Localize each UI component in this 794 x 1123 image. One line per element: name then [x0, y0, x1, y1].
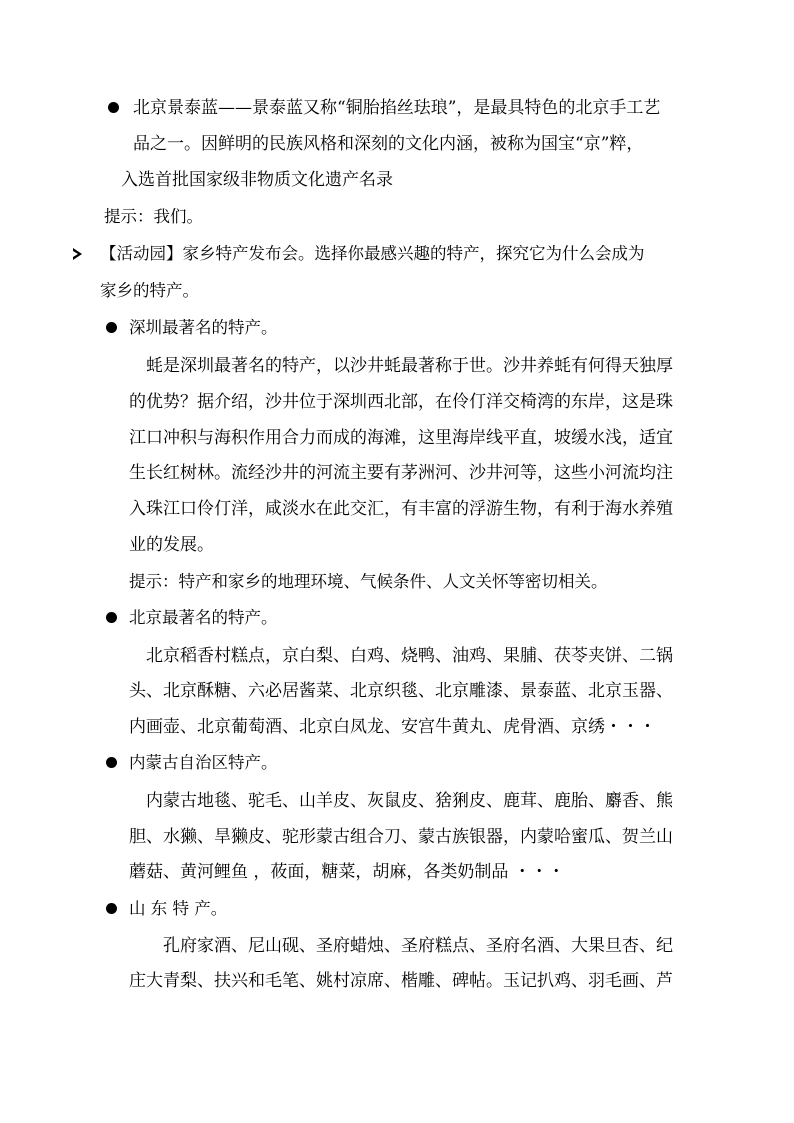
- beijing-heading: 北京最著名的特产。: [129, 608, 278, 627]
- shenzhen-para-line-6: 业的发展。: [129, 535, 214, 555]
- shandong-para-line-1: 孔府家酒、尼山砚、圣府蜡烛、圣府糕点、圣府名酒、大果旦杏、纪: [163, 936, 673, 956]
- jingtailan-line-2: 品之一。因鲜明的民族风格和深刻的文化内涵，被称为国宝“京”粹，: [133, 134, 644, 154]
- beijing-para-line-1: 北京稻香村糕点，京白梨、白鸡、烧鸭、油鸡、果脯、茯苓夹饼、二锅: [146, 646, 673, 666]
- activity-line-1: 【活动园】家乡特产发布会。选择你最感兴趣的特产，探究它为什么会成为: [100, 244, 645, 263]
- shenzhen-para-line-3: 江口冲积与海积作用合力而成的海滩，这里海岸线平直，坡缓水浅，适宜: [129, 428, 673, 448]
- activity-line-2: 家乡的特产。: [100, 281, 199, 300]
- shenzhen-para-line-2: 的优势？据介绍，沙井位于深圳西北部，在伶仃洋交椅湾的东岸，这是珠: [129, 392, 673, 412]
- neimenggu-heading: 内蒙古自治区特产。: [129, 753, 278, 772]
- shandong-para-line-2: 庄大青梨、扶兴和毛笔、姚村凉席、楷雕、碑帖。玉记扒鸡、羽毛画、芦: [129, 971, 673, 991]
- shandong-heading: 山 东 特 产。: [129, 899, 228, 918]
- jingtailan-line-1: 北京景泰蓝——景泰蓝又称“铜胎掐丝珐琅”，是最具特色的北京手工艺: [133, 98, 661, 118]
- hint-we: 提示：我们。: [104, 207, 203, 226]
- shenzhen-para-line-1: 蚝是深圳最著名的特产，以沙井蚝最著称于世。沙井养蚝有何得天独厚: [146, 356, 673, 376]
- arrow-bullet-icon: [73, 248, 82, 260]
- shenzhen-para-line-5: 入珠江口伶仃洋，咸淡水在此交汇，有丰富的浮游生物，有利于海水养殖: [129, 499, 673, 519]
- bullet-dot-icon: [108, 102, 119, 113]
- beijing-para-line-3: 内画壶、北京葡萄酒、北京白凤龙、安宫牛黄丸、虎骨酒、京绣・・・: [129, 717, 656, 737]
- bullet-dot-icon: [106, 757, 117, 768]
- shenzhen-para-line-4: 生长红树林。流经沙井的河流主要有茅洲河、沙井河等，这些小河流均注: [129, 463, 673, 483]
- bullet-dot-icon: [106, 903, 117, 914]
- beijing-para-line-2: 头、北京酥糖、六必居酱菜、北京织毯、北京雕漆、景泰蓝、北京玉器、: [129, 681, 673, 701]
- shenzhen-hint: 提示：特产和家乡的地理环境、气候条件、人文关怀等密切相关。: [129, 572, 608, 591]
- neimenggu-para-line-3: 蘑菇、黄河鲤鱼 ，莜面，糖菜，胡麻，各类奶制品 ・・・: [129, 862, 565, 882]
- bullet-dot-icon: [106, 322, 117, 333]
- jingtailan-line-3: 入选首批国家级非物质文化遗产名录: [121, 170, 393, 190]
- neimenggu-para-line-2: 胆、水獭、旱獭皮、驼形蒙古组合刀、蒙古族银器，内蒙哈蜜瓜、贺兰山: [129, 827, 673, 847]
- neimenggu-para-line-1: 内蒙古地毯、驼毛、山羊皮、灰鼠皮、猞猁皮、鹿茸、鹿胎、麝香、熊: [146, 791, 673, 811]
- shenzhen-heading: 深圳最著名的特产。: [129, 318, 278, 337]
- bullet-dot-icon: [106, 612, 117, 623]
